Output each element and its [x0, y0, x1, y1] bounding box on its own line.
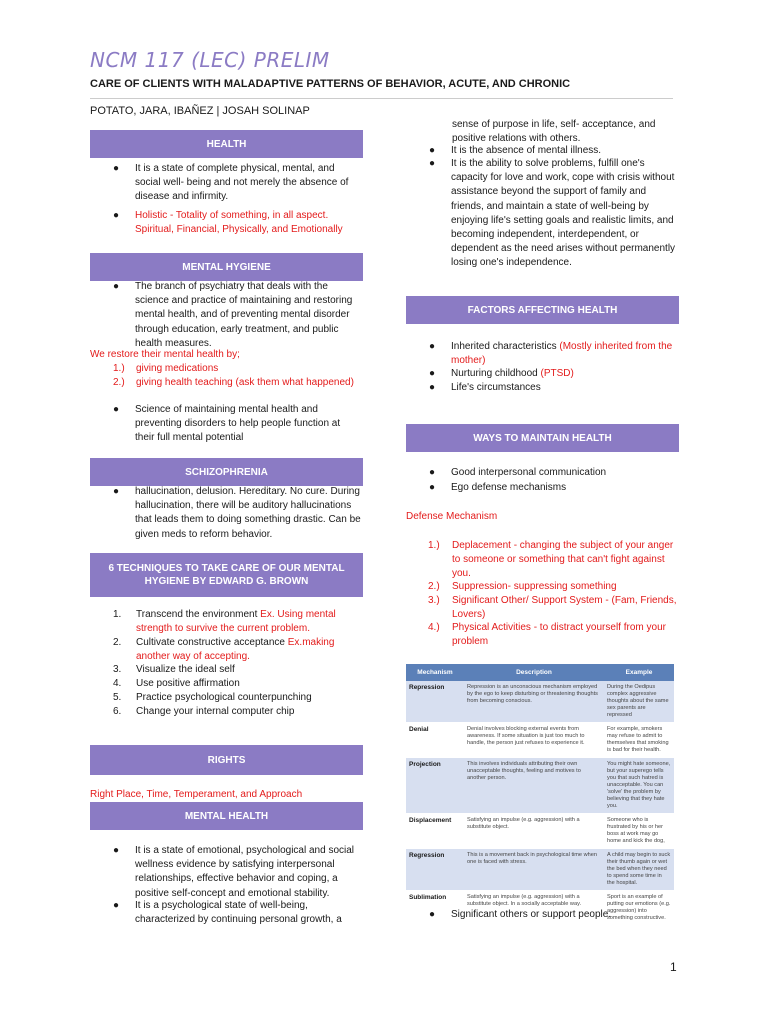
- restore-item-1: giving medications: [136, 363, 219, 374]
- table-cell-example: A child may begin to suck their thumb again or wet the bed when they need to spend some time in the hospital.: [604, 849, 674, 891]
- table-header-row: [406, 664, 674, 681]
- table-header-mechanism: Mechanism: [406, 664, 464, 681]
- table-cell-example: For example, smokers may refuse to admit to themselves that smoking is bad for their health.: [604, 723, 674, 758]
- mental-hygiene-bullet-1-text: The branch of psychiatry that deals with the science and practice of maintaining and restoring mental health, and of preventing mental disorder through education, early treatment, and public health measures.: [135, 281, 353, 349]
- way-last-text: Significant others or support people.: [451, 909, 612, 920]
- defense-4-num: 4.): [428, 622, 440, 633]
- mental-health-bullet-2-text: It is a psychological state of well-being, characterized by continuing personal growth, a: [135, 900, 342, 926]
- mental-health-bullet-4-text: It is the ability to solve problems, fulfill one's capacity for love and work, cope with crisis without assistance beyond the support of family and friends, and maintain a state of well-being by enjoying life's setting goals and realistic limits, and becoming independent, interdependent, or dependent as the need arises without permanently losing one's independence.: [451, 158, 676, 269]
- table-row: [406, 758, 674, 814]
- ways-heading: WAYS TO MAINTAIN HEALTH: [406, 424, 679, 452]
- mental-health-bullet-3-text: It is the absence of mental illness.: [451, 145, 602, 156]
- restore-item-1-num: 1.): [113, 363, 125, 374]
- schizophrenia-bullet-1-text: hallucination, delusion. Hereditary. No cure. During hallucination, there will be auditory hallucinations that leads them to doing something drastic. Can be given meds to reform behavior.: [135, 486, 361, 540]
- factors-heading: FACTORS AFFECTING HEALTH: [406, 296, 679, 324]
- table-cell-mechanism: Projection: [406, 758, 464, 814]
- table-cell-description: Denial involves blocking external events from awareness. If some situation is just too much to handle, the person just refuses to experience it.: [464, 723, 604, 758]
- document-title: NCM 117 (LEC) PRELIM: [90, 48, 330, 72]
- table-cell-example: During the Oedipus complex aggressive thoughts about the same sex parents are repressed: [604, 681, 674, 723]
- techniques-heading: 6 TECHNIQUES TO TAKE CARE OF OUR MENTAL HYGIENE BY EDWARD G. BROWN: [90, 553, 363, 597]
- factor-1-text: Inherited characteristics: [451, 341, 557, 352]
- way-2-text: Ego defense mechanisms: [451, 482, 567, 493]
- technique-2-num: 2.: [113, 637, 122, 648]
- table-cell-mechanism: Denial: [406, 723, 464, 758]
- restore-item-2: giving health teaching (ask them what happened): [136, 377, 354, 388]
- table-row: [406, 814, 674, 849]
- table-row: [406, 723, 674, 758]
- technique-2-example: Ex.making another way of accepting.: [136, 637, 335, 662]
- factor-1-note: (Mostly inherited from the mother): [451, 341, 673, 367]
- table-row: [406, 681, 674, 723]
- table-cell-example: You might hate someone, but your superego tells you that such hatred is unacceptable. You can 'solve' the problem by believing that they hate you.: [604, 758, 674, 814]
- bullet-icon: ●: [113, 845, 120, 856]
- table-cell-mechanism: Regression: [406, 849, 464, 891]
- health-heading: HEALTH: [90, 130, 363, 158]
- rights-heading: RIGHTS: [90, 745, 363, 775]
- table-cell-description: This involves individuals attributing their own unacceptable thoughts, feeling and motives to another person.: [464, 758, 604, 814]
- bullet-icon: ●: [429, 382, 436, 393]
- technique-3: Visualize the ideal self: [136, 664, 235, 675]
- technique-5-num: 5.: [113, 692, 122, 703]
- table-header-example: Example: [604, 664, 674, 681]
- document-subtitle: CARE OF CLIENTS WITH MALADAPTIVE PATTERNS OF BEHAVIOR, ACUTE, AND CHRONIC: [90, 78, 571, 90]
- bullet-icon: ●: [113, 486, 120, 497]
- technique-6: Change your internal computer chip: [136, 706, 295, 717]
- bullet-icon: ●: [429, 341, 436, 352]
- bullet-icon: ●: [113, 900, 120, 911]
- bullet-icon: ●: [113, 210, 120, 221]
- technique-4: Use positive affirmation: [136, 678, 240, 689]
- table-row: [406, 849, 674, 891]
- bullet-icon: ●: [429, 158, 436, 169]
- factor-3-text: Life's circumstances: [451, 382, 541, 393]
- table-cell-description: Satisfying an impulse (e.g. aggression) with a substitute object.: [464, 814, 604, 849]
- defense-4: Physical Activities - to distract yourself from your problem: [452, 622, 666, 647]
- factor-2-note: (PTSD): [540, 368, 574, 379]
- mental-health-bullet-2-cont: sense of purpose in life, self- acceptance, and positive relations with others.: [452, 119, 656, 144]
- table-cell-example: Someone who is frustrated by his or her boss at work may go home and kick the dog,: [604, 814, 674, 849]
- technique-2-text: Cultivate constructive acceptance: [136, 637, 285, 648]
- restore-intro: We restore their mental health by;: [90, 349, 240, 360]
- defense-mechanism-table: [406, 664, 674, 926]
- defense-2-num: 2.): [428, 581, 440, 592]
- way-1-text: Good interpersonal communication: [451, 467, 607, 478]
- mental-hygiene-bullet-2-text: Science of maintaining mental health and preventing disorders to help people function at their full mental potential: [135, 404, 341, 444]
- defense-mechanism-title: Defense Mechanism: [406, 511, 498, 522]
- bullet-icon: ●: [113, 163, 120, 174]
- bullet-icon: ●: [429, 368, 436, 379]
- mental-hygiene-heading: MENTAL HYGIENE: [90, 253, 363, 281]
- factor-2-text: Nurturing childhood: [451, 368, 538, 379]
- table-cell-mechanism: Displacement: [406, 814, 464, 849]
- schizophrenia-heading: SCHIZOPHRENIA: [90, 458, 363, 486]
- mental-health-heading: MENTAL HEALTH: [90, 802, 363, 830]
- health-bullet-2-text: Holistic - Totality of something, in all aspect. Spiritual, Financial, Physically, and Emotionally: [135, 210, 343, 236]
- header-divider: [90, 98, 673, 99]
- table-cell-description: This is a movement back in psychological time when one is faced with stress.: [464, 849, 604, 891]
- defense-2: Suppression- suppressing something: [452, 581, 617, 592]
- table-cell-description: Satisfying an impulse (e.g. aggression) with a substitute object. In a socially acceptable way.: [464, 891, 604, 926]
- health-bullet-1-text: It is a state of complete physical, mental, and social well- being and not merely the absence of disease and infirmity.: [135, 163, 349, 203]
- bullet-icon: ●: [113, 404, 120, 415]
- page-number: 1: [670, 960, 677, 974]
- technique-1-num: 1.: [113, 609, 122, 620]
- table-cell-example: Sport is an example of putting our emotions (e.g. aggression) into something constructive.: [604, 891, 674, 926]
- technique-1-example: Ex. Using mental strength to survive the current problem.: [136, 609, 336, 634]
- technique-3-num: 3.: [113, 664, 122, 675]
- defense-1: Deplacement - changing the subject of your anger to someone or something that can't fight against you.: [452, 540, 674, 579]
- bullet-icon: ●: [429, 145, 436, 156]
- defense-3-num: 3.): [428, 595, 440, 606]
- defense-3: Significant Other/ Support System - (Fam, Friends, Lovers): [452, 595, 677, 620]
- table-cell-mechanism: Repression: [406, 681, 464, 723]
- technique-5: Practice psychological counterpunching: [136, 692, 312, 703]
- technique-4-num: 4.: [113, 678, 122, 689]
- technique-1: [136, 608, 348, 636]
- bullet-icon: ●: [429, 482, 436, 493]
- bullet-icon: ●: [113, 281, 120, 292]
- technique-1-text: Transcend the environment: [136, 609, 258, 620]
- rights-text: Right Place, Time, Temperament, and Approach: [90, 789, 303, 800]
- bullet-icon: ●: [429, 909, 436, 920]
- authors-line: POTATO, JARA, IBAÑEZ | JOSAH SOLINAP: [90, 105, 310, 117]
- table-header-description: Description: [464, 664, 604, 681]
- restore-item-2-num: 2.): [113, 377, 125, 388]
- bullet-icon: ●: [429, 467, 436, 478]
- defense-1-num: 1.): [428, 540, 440, 551]
- table-cell-mechanism: Sublimation: [406, 891, 464, 926]
- mental-health-bullet-1-text: It is a state of emotional, psychological and social wellness evidence by satisfying interpersonal relationships, effective behavior and coping, a positive self-concept and emotional stability.: [135, 845, 355, 899]
- technique-2: [136, 636, 348, 664]
- technique-6-num: 6.: [113, 706, 122, 717]
- table-cell-description: Repression is an unconscious mechanism employed by the ego to keep disturbing or threatening thoughts from becoming conscious.: [464, 681, 604, 723]
